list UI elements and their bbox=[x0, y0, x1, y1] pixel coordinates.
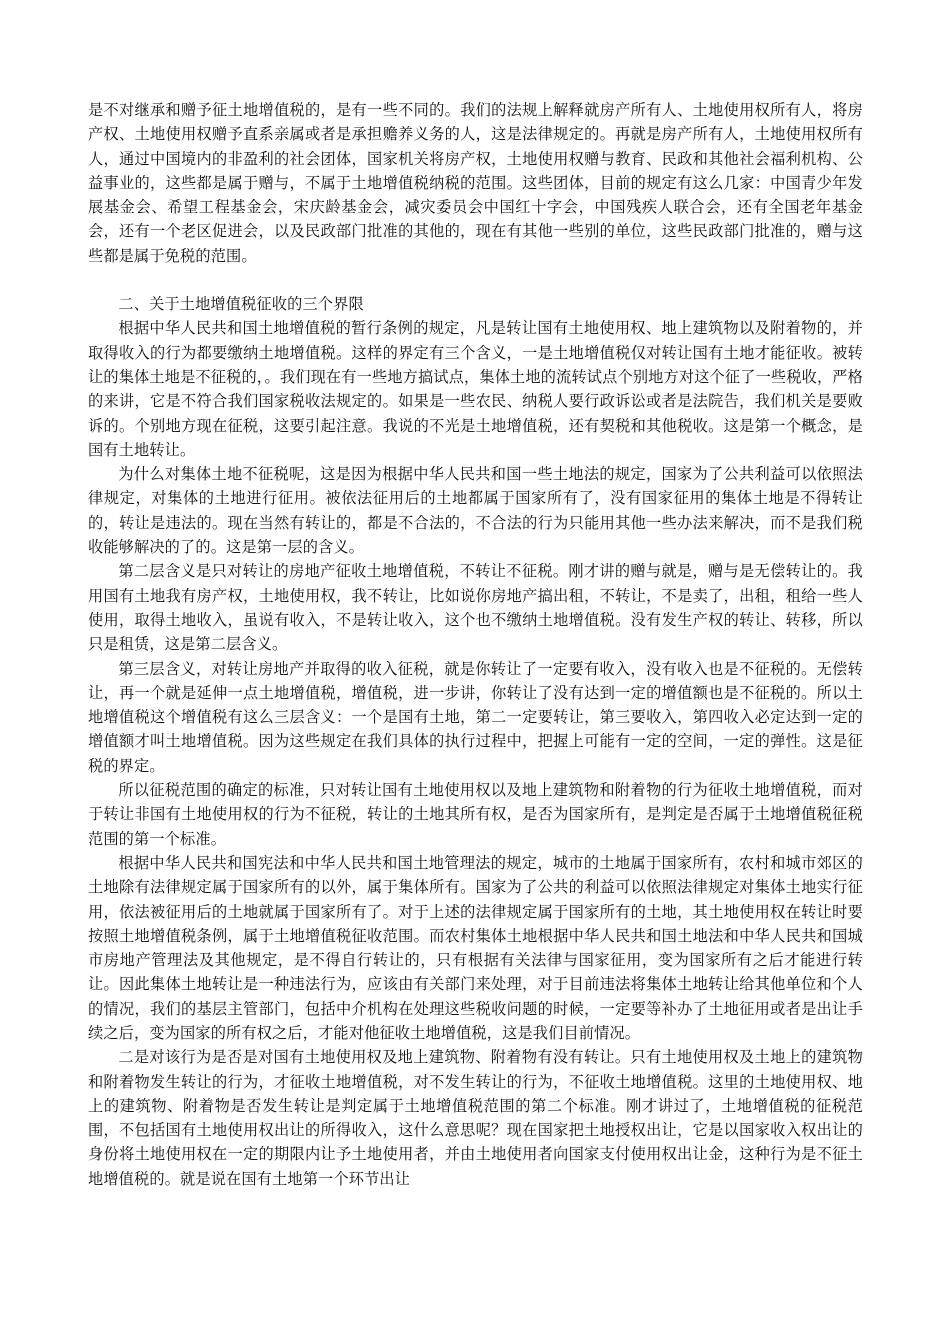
paragraph-first-standard: 所以征税范围的确定的标准，只对转让国有土地使用权以及地上建筑物和附着物的行为征收土地增值税，而对于转让非国有土地使用权的行为不征税，转让的土地其所有权，是否为国家所有，是判定是否属于土地增值税征税范围的第一个标准。 bbox=[88, 781, 863, 848]
section-spacer bbox=[88, 268, 863, 292]
document-page bbox=[88, 98, 863, 1191]
paragraph-second-standard: 二是对该行为是否是对国有土地使用权及地上建筑物、附着物有没有转让。只有土地使用权及土地上的建筑物和附着物发生转让的行为，才征收土地增值税，对不发生转让的行为，不征收土地增值税。这里的土地使用权、地上的建筑物、附着物是否发生转让是判定属于土地增值税范围的第二个标准。刚才讲过了，土地增值税的征税范围，不包括国有土地使用权出让的所得收入，这什么意思呢？现在国家把土地授权出让，它是以国家收入权出让的身份将土地使用权在一定的期限内让予土地使用者，并由土地使用者向国家支付使用权出让金，这种行为是不征土地增值税的。就是说在国有土地第一个环节出让 bbox=[88, 1048, 863, 1188]
paragraph-inheritance-gift: 是不对继承和赠予征土地增值税的，是有一些不同的。我们的法规上解释就房产所有人、土地使用权所有人，将房产权、土地使用权赠予直系亲属或者是承担赡养义务的人，这是法律规定的。再就是房产所有人，土地使用权所有人，通过中国境内的非盈利的社会团体，国家机关将房产权，土地使用权赠与教育、民政和其他社会福利机构、公益事业的，这些都是属于赠与，不属于土地增值税纳税的范围。这些团体，目前的规定有这么几家：中国青少年发展基金会、希望工程基金会，宋庆龄基金会，减灾委员会中国红十字会，中国残疾人联合会，还有全国老年基金会，还有一个老区促进会，以及民政部门批准的其他的，现在有其他一些别的单位，这些民政部门批准的，赠与这些都是属于免税的范围。 bbox=[88, 101, 863, 265]
section-heading: 二、关于土地增值税征收的三个界限 bbox=[118, 295, 364, 314]
paragraph-third-meaning: 第三层含义，对转让房地产并取得的收入征税，就是你转让了一定要有收入，没有收入也是不征税的。无偿转让，再一个就是延伸一点土地增值税，增值税，进一步讲，你转让了没有达到一定的增值额也是不征税的。所以土地增值税这个增值税有这么三层含义：一个是国有土地，第二一定要转让，第三要收入，第四收入必定达到一定的增值额才叫土地增值税。因为这些规定在我们具体的执行过程中，把握上可能有一定的空间，一定的弹性。这是征税的界定。 bbox=[88, 659, 863, 775]
paragraph-constitution: 根据中华人民共和国宪法和中华人民共和国土地管理法的规定，城市的土地属于国家所有，农村和城市郊区的土地除有法律规定属于国家所有的以外，属于集体所有。国家为了公共的利益可以依照法律规定对集体土地实行征用，依法被征用后的土地就属于国家所有了。对于上述的法律规定属于国家所有的土地，其土地使用权在转让时要按照土地增值税条例，属于土地增值税征收范围。而农村集体土地根据中华人民共和国土地法和中华人民共和国城市房地产管理法及其他规定，是不得自行转让的，只有根据有关法律与国家征用，变为国家所有之后才能进行转让。因此集体土地转让是一种违法行为，应该由有关部门来处理，对于目前违法将集体土地转让给其他单位和个人的情况，我们的基层主管部门，包括中介机构在处理这些税收问题的时候，一定要等补办了土地征用或者是出让手续之后，变为国家的所有权之后，才能对他征收土地增值税，这是我们目前情况。 bbox=[88, 853, 863, 1042]
paragraph-three-meanings: 根据中华人民共和国土地增值税的暂行条例的规定，凡是转让国有土地使用权、地上建筑物以及附着物的，并取得收入的行为都要缴纳土地增值税。这样的界定有三个含义，一是土地增值税仅对转让国有土地才能征收。被转让的集体土地是不征税的，。我们现在有一些地方搞试点，集体土地的流转试点个别地方对这个征了一些税收，严格的来讲，它是不符合我们国家税收法规定的。如果是一些农民、纳税人要行政诉讼或者是法院告，我们机关是要败诉的。个别地方现在征税，这要引起注意。我说的不光是土地增值税，还有契税和其他税收。这是第一个概念，是国有土地转让。 bbox=[88, 319, 863, 459]
paragraph-collective-land: 为什么对集体土地不征税呢，这是因为根据中华人民共和国一些土地法的规定，国家为了公共利益可以依照法律规定，对集体的土地进行征用。被依法征用后的土地都属于国家所有了，没有国家征用的集体土地是不得转让的，转让是违法的。现在当然有转让的，都是不合法的，不合法的行为只能用其他一些办法来解决，而不是我们税收能够解决的了的。这是第一层的含义。 bbox=[88, 465, 863, 557]
paragraph-second-meaning: 第二层含义是只对转让的房地产征收土地增值税，不转让不征税。刚才讲的赠与就是，赠与是无偿转让的。我用国有土地我有房产权，土地使用权，我不转让，比如说你房地产搞出租，不转让，不是卖了，出租，租给一些人使用，取得土地收入，虽说有收入，不是转让收入，这个也不缴纳土地增值税。没有发生产权的转让、转移，所以只是租赁，这是第二层含义。 bbox=[88, 562, 863, 654]
